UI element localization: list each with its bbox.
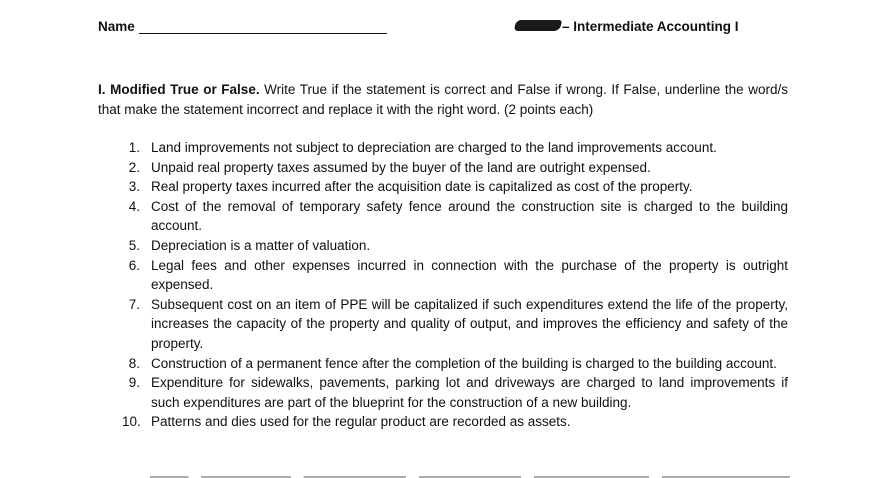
- list-item: [122, 412, 788, 432]
- item-text: Cost of the removal of temporary safety fence around the construction site is charged to the building account.: [151, 198, 788, 234]
- item-text: Subsequent cost on an item of PPE will be capitalized if such expenditures extend the life of the property, increases the capacity of the property and quality of output, and improves the efficiency and safety of the property.: [151, 296, 788, 351]
- question-list: [122, 138, 788, 432]
- list-item: [122, 295, 788, 354]
- item-text: Real property taxes incurred after the acquisition date is capitalized as cost of the property.: [151, 179, 693, 195]
- name-blank-line: [139, 33, 387, 34]
- item-number: 3.: [128, 179, 140, 195]
- list-item: [122, 158, 788, 178]
- item-number: 1.: [128, 140, 140, 155]
- list-item: [122, 256, 788, 295]
- redacted-mark: [514, 20, 562, 31]
- item-text: Construction of a permanent fence after the completion of the building is charged to the building account.: [151, 355, 777, 371]
- course-heading: [515, 19, 739, 34]
- item-number: 5.: [128, 237, 140, 253]
- item-text: Depreciation is a matter of valuation.: [151, 237, 371, 253]
- item-text: Unpaid real property taxes assumed by the buyer of the land are outright expensed.: [151, 159, 651, 175]
- list-item: [122, 236, 788, 256]
- list-item: [122, 197, 788, 236]
- name-label: Name: [98, 19, 135, 34]
- item-number: 10.: [122, 414, 141, 430]
- item-text: Patterns and dies used for the regular product are recorded as assets.: [151, 414, 571, 430]
- list-item: [122, 354, 788, 374]
- list-item: [122, 177, 788, 197]
- item-text: Expenditure for sidewalks, pavements, parking lot and driveways are charged to land improvements if such expenditures are part of the blueprint for the construction of a new building.: [151, 375, 788, 410]
- section-title: I. Modified True or False.: [98, 82, 260, 97]
- item-number: 8.: [128, 355, 140, 371]
- section-instructions: [98, 80, 788, 119]
- header: [98, 19, 788, 39]
- item-number: 9.: [128, 375, 140, 391]
- cut-off-next-line: [150, 473, 790, 478]
- list-item: [122, 373, 788, 412]
- list-item: [122, 138, 788, 158]
- item-number: 2.: [128, 159, 140, 175]
- item-text: Land improvements not subject to depreciation are charged to the land improvements account.: [151, 140, 717, 155]
- item-number: 7.: [128, 296, 140, 312]
- item-text: Legal fees and other expenses incurred in connection with the purchase of the property is outright expensed.: [151, 257, 788, 293]
- item-number: 4.: [128, 198, 140, 214]
- course-title: – Intermediate Accounting I: [562, 19, 739, 34]
- item-number: 6.: [128, 257, 140, 273]
- instructions-text: Write True if the statement is correct and False if wrong. If False, underline the word/s that make the statement incorrect and replace it with the right word. (2 points each): [98, 82, 788, 117]
